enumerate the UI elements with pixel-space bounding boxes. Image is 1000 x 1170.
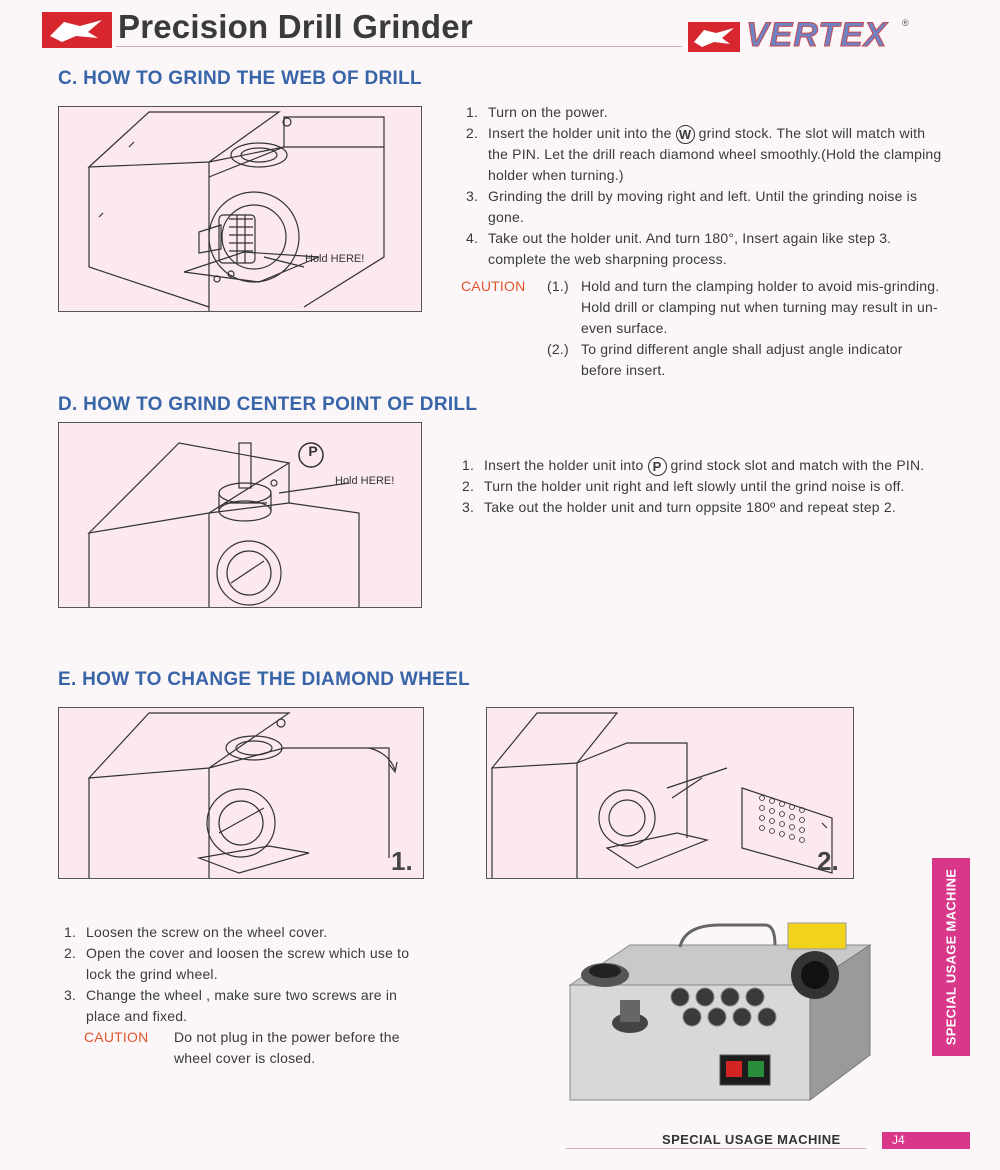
footer-rule — [566, 1148, 866, 1149]
list-item: 1. Turn on the power. — [466, 104, 608, 120]
list-item: 1. Insert the holder unit into P grind stock slot and match with the PIN. — [462, 457, 925, 474]
section-d-heading: D. HOW TO GRIND CENTER POINT OF DRILL — [58, 394, 478, 415]
machine-illustration-d — [59, 423, 421, 607]
section-c-caution-block — [461, 276, 941, 381]
list-item: 3. Change the wheel , make sure two screws are in place and fixed. — [64, 987, 398, 1024]
brand-logo — [688, 16, 916, 56]
header-logo — [42, 12, 112, 48]
figure-number: 1. — [391, 846, 413, 876]
caution-label: CAUTION — [84, 1029, 149, 1045]
section-c-steps — [466, 102, 944, 270]
p-mark-icon: P — [308, 443, 318, 459]
brand-name: VERTEX — [746, 16, 888, 54]
list-item: 3. Take out the holder unit and turn oppsite 180º and repeat step 2. — [462, 499, 896, 515]
section-d-figure — [58, 422, 422, 608]
list-item: 1. Loosen the screw on the wheel cover. — [64, 924, 328, 940]
brand-eagle-icon — [688, 22, 740, 52]
section-e-figure-1 — [58, 707, 424, 879]
w-mark-icon: W — [676, 125, 695, 144]
section-c-figure — [58, 106, 422, 312]
caution-label: CAUTION — [461, 278, 526, 294]
section-c-heading: C. HOW TO GRIND THE WEB OF DRILL — [58, 68, 422, 89]
list-item: 2. Turn the holder unit right and left slowly until the grind noise is off. — [462, 478, 905, 494]
caution-item: CAUTION Do not plug in the power before the wheel cover is closed. — [84, 1029, 400, 1066]
product-photo — [560, 905, 880, 1115]
section-d-steps — [462, 455, 926, 518]
section-d-callout: Hold HERE! — [335, 475, 395, 487]
eagle-icon — [42, 12, 112, 48]
section-c-callout: Hold HERE! — [305, 253, 365, 265]
drill-grinder-image — [560, 905, 880, 1115]
figure-number: 2. — [817, 846, 839, 876]
p-mark-icon: P — [648, 457, 667, 476]
footer-section-label: SPECIAL USAGE MACHINE — [662, 1132, 841, 1147]
caution-item: CAUTION (1.) Hold and turn the clamping holder to avoid mis-grinding. Hold drill or clamping nut when turning may result in un-even surface. — [461, 278, 940, 336]
page-number: J4 — [882, 1132, 970, 1149]
list-item: 2. Insert the holder unit into the W grind stock. The slot will match with the PIN. Let the drill reach diamond wheel smoothly.(Hold the clamping holder when turning.) — [466, 125, 942, 183]
machine-illustration-e2 — [487, 708, 853, 878]
list-item: 3. Grinding the drill by moving right and left. Until the grinding noise is gone. — [466, 188, 918, 225]
brand-registered: ® — [902, 18, 909, 28]
side-tab: SPECIAL USAGE MACHINE — [932, 858, 970, 1056]
list-item: 4. Take out the holder unit. And turn 180°, Insert again like step 3. complete the web sharpning process. — [466, 230, 892, 267]
page-title: Precision Drill Grinder — [118, 8, 473, 45]
section-e-heading: E. HOW TO CHANGE THE DIAMOND WHEEL — [58, 669, 471, 690]
machine-illustration-c — [59, 107, 421, 311]
header-rule — [116, 46, 682, 47]
machine-illustration-e1 — [59, 708, 423, 878]
list-item: 2. Open the cover and loosen the screw which use to lock the grind wheel. — [64, 945, 410, 982]
section-e-steps — [64, 922, 434, 1069]
caution-item: (2.) To grind different angle shall adjust angle indicator before insert. — [547, 341, 903, 378]
section-e-figure-2 — [486, 707, 854, 879]
